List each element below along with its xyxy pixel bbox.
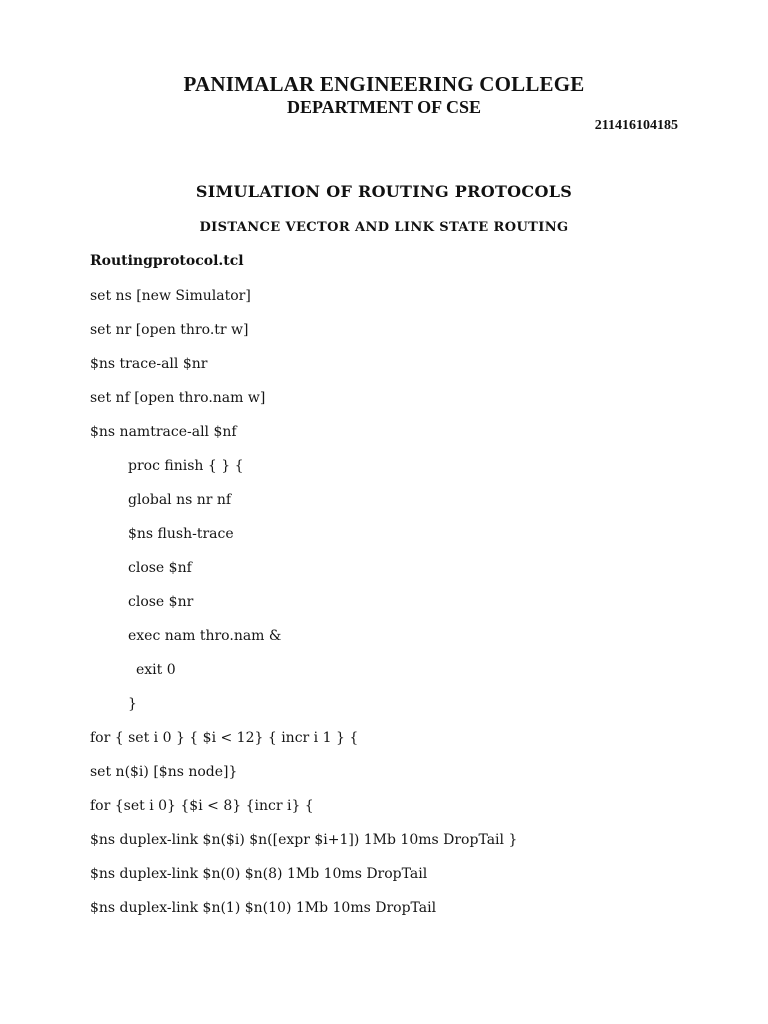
code-line: set nf [open thro.nam w] [90, 390, 266, 406]
code-line: exec nam thro.nam & [128, 628, 282, 644]
code-line: close $nf [128, 560, 192, 576]
code-line: $ns duplex-link $n(0) $n(8) 1Mb 10ms DropTail [90, 866, 428, 882]
department-name: DEPARTMENT OF CSE [286, 97, 482, 117]
code-line: set ns [new Simulator] [90, 288, 251, 304]
code-line: for { set i 0 } { $i < 12} { incr i 1 } { [90, 730, 359, 746]
register-number: 211416104185 [594, 118, 678, 133]
code-line: set nr [open thro.tr w] [90, 322, 249, 338]
document-subtitle: DISTANCE VECTOR AND LINK STATE ROUTING [199, 220, 569, 235]
code-line: close $nr [128, 594, 194, 610]
code-line: global ns nr nf [128, 492, 232, 508]
code-line: $ns namtrace-all $nf [90, 424, 237, 440]
code-line: $ns trace-all $nr [90, 356, 208, 372]
document-title: SIMULATION OF ROUTING PROTOCOLS [195, 182, 573, 201]
code-listing [90, 287, 517, 933]
code-line: $ns flush-trace [128, 526, 234, 542]
code-line: $ns duplex-link $n($i) $n([expr $i+1]) 1Mb 10ms DropTail } [90, 832, 518, 848]
code-filename: Routingprotocol.tcl [90, 253, 244, 269]
code-line: $ns duplex-link $n(1) $n(10) 1Mb 10ms DropTail [90, 900, 437, 916]
code-line: } [128, 696, 137, 712]
code-line: exit 0 [136, 662, 176, 678]
code-line: set n($i) [$ns node]} [90, 764, 238, 780]
code-line: for {set i 0} {$i < 8} {incr i} { [90, 798, 314, 814]
college-name: PANIMALAR ENGINEERING COLLEGE [183, 72, 585, 96]
code-line: proc finish { } { [128, 458, 244, 474]
